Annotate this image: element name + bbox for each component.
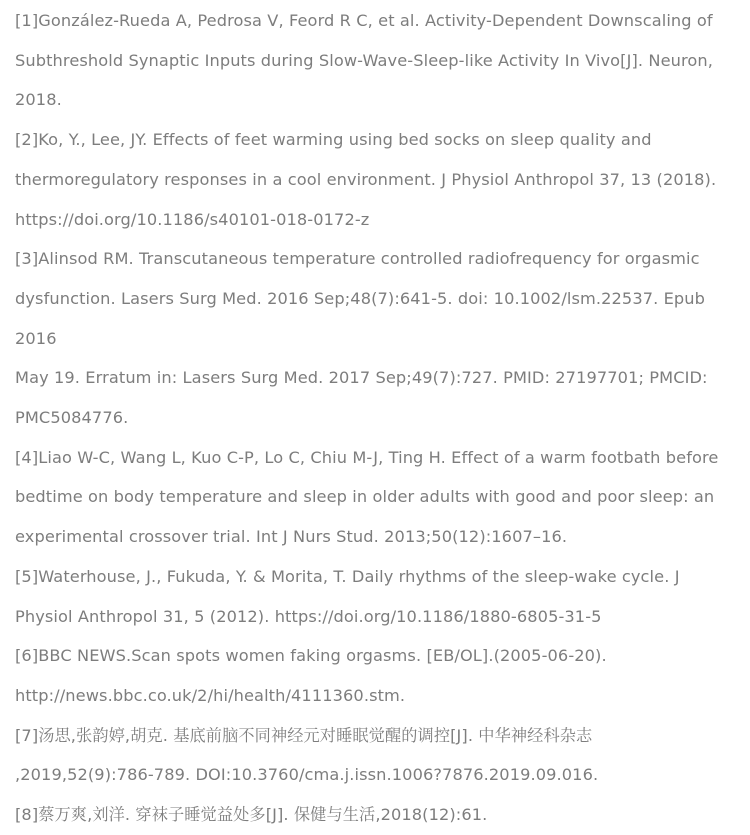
reference-item-4: [4]Liao W-C, Wang L, Kuo C-P, Lo C, Chiu M-J, Ting H. Effect of a warm footbath before bedtime on body temperature and sleep in older adults with good and poor sleep: an experimental crossover trial. Int J Nurs Stud. 2013;50(12):1607–16. <box>15 447 719 547</box>
reference-item-2: [2]Ko, Y., Lee, JY. Effects of feet warming using bed socks on sleep quality and thermoregulatory responses in a cool environment. J Physiol Anthropol 37, 13 (2018). https://doi.org/10.1186/s40101-018-0172-z <box>15 130 717 229</box>
reference-item-7: [7]汤思,张韵婷,胡克. 基底前脑不同神经元对睡眠觉醒的调控[J]. 中华神经科杂志 ,2019,52(9):786-789. DOI:10.3760/cma.j.issn.1006?7876.2019.09.016. <box>15 725 599 785</box>
reference-list <box>15 0 735 835</box>
reference-item-1: [1]González-Rueda A, Pedrosa V, Feord R C, et al. Activity-Dependent Downscaling of Subthreshold Synaptic Inputs during Slow-Wave-Sleep-like Activity In Vivo[J]. Neuron, 2018. <box>15 11 714 110</box>
reference-item-3: [3]Alinsod RM. Transcutaneous temperature controlled radiofrequency for orgasmic dysfunction. Lasers Surg Med. 2016 Sep;48(7):641-5. doi: 10.1002/lsm.22537. Epub 2016 May 19. Erratum in: Lasers Surg Med. 2017 Sep;49(7):727. PMID: 27197701; PMCID: PMC5084776. <box>15 249 708 428</box>
reference-item-8: [8]蔡万爽,刘洋. 穿袜子睡觉益处多[J]. 保健与生活,2018(12):61. <box>15 805 488 825</box>
reference-item-5: [5]Waterhouse, J., Fukuda, Y. & Morita, T. Daily rhythms of the sleep-wake cycle. J Physiol Anthropol 31, 5 (2012). https://doi.org/10.1186/1880-6805-31-5 <box>15 566 680 626</box>
reference-item-6: [6]BBC NEWS.Scan spots women faking orgasms. [EB/OL].(2005-06-20). http://news.bbc.co.uk/2/hi/health/4111360.stm. <box>15 646 607 705</box>
